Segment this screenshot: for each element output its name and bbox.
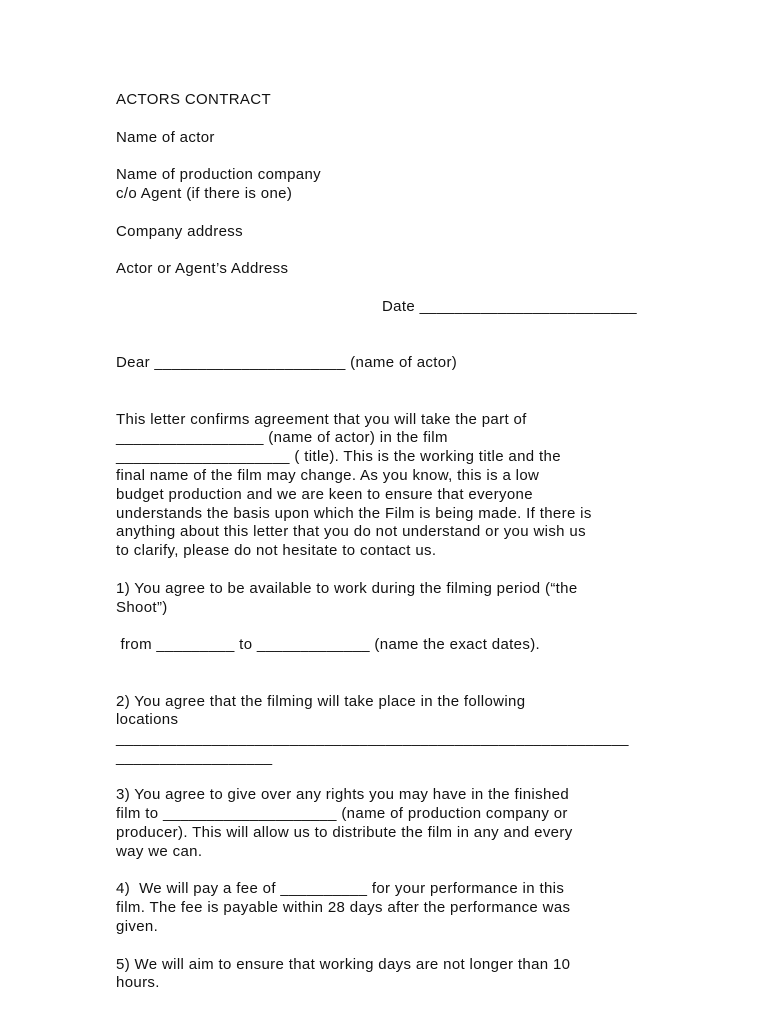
spacer xyxy=(116,204,656,223)
intro-line: understands the basis upon which the Film is being made. If there is xyxy=(116,504,592,522)
actor-address-field: Actor or Agent’s Address xyxy=(116,260,289,278)
clause-4-line: 4) We will pay a fee of __________ for your performance in this xyxy=(116,880,565,898)
clause-4-line: given. xyxy=(116,918,159,936)
clause-3-line: way we can. xyxy=(116,842,203,860)
intro-line: This letter confirms agreement that you will take the part of xyxy=(116,410,527,428)
clause-1-line: Shoot”) xyxy=(116,598,168,616)
spacer xyxy=(116,561,656,580)
clause-2-line: ___________________________________________________________ xyxy=(116,730,629,748)
clause-3-line: producer). This will allow us to distribute the film in any and every xyxy=(116,824,573,842)
document-title: ACTORS CONTRACT xyxy=(116,91,271,108)
name-of-actor-field: Name of actor xyxy=(116,128,215,146)
spacer xyxy=(116,862,656,881)
clause-5-line: hours. xyxy=(116,974,160,992)
spacer xyxy=(116,317,656,336)
spacer xyxy=(116,674,656,693)
spacer xyxy=(116,241,656,260)
agent-field: c/o Agent (if there is one) xyxy=(116,184,293,202)
spacer xyxy=(116,392,656,411)
clause-5-line: 5) We will aim to ensure that working days are not longer than 10 xyxy=(116,955,571,973)
spacer xyxy=(116,147,656,166)
intro-line: _________________ (name of actor) in the film xyxy=(116,429,448,447)
spacer xyxy=(116,335,656,354)
clause-3-line: 3) You agree to give over any rights you may have in the finished xyxy=(116,786,570,804)
intro-line: to clarify, please do not hesitate to contact us. xyxy=(116,542,437,560)
clause-1-line: 1) You agree to be available to work during the filming period (“the xyxy=(116,579,578,597)
clause-2-line: __________________ xyxy=(116,748,273,766)
spacer xyxy=(116,655,656,674)
spacer xyxy=(116,110,656,129)
spacer xyxy=(116,373,656,392)
clause-2-line: locations xyxy=(116,711,179,729)
spacer xyxy=(116,279,656,298)
intro-line: ____________________ ( title). This is the working title and the xyxy=(116,448,561,466)
date-field: Date _________________________ xyxy=(382,297,637,315)
spacer xyxy=(116,937,656,956)
intro-line: anything about this letter that you do not understand or you wish us xyxy=(116,523,586,541)
contract-body xyxy=(116,91,656,993)
production-company-field: Name of production company xyxy=(116,166,322,184)
clause-4-line: film. The fee is payable within 28 days after the performance was xyxy=(116,899,571,917)
intro-line: budget production and we are keen to ensure that everyone xyxy=(116,485,533,503)
clause-1-dates: from _________ to _____________ (name the exact dates). xyxy=(116,636,541,654)
clause-2-line: 2) You agree that the filming will take place in the following xyxy=(116,692,526,710)
clause-3-line: film to ____________________ (name of production company or xyxy=(116,805,568,823)
intro-line: final name of the film may change. As you know, this is a low xyxy=(116,466,540,484)
company-address-field: Company address xyxy=(116,222,243,240)
spacer xyxy=(116,617,656,636)
spacer xyxy=(116,768,656,787)
salutation: Dear ______________________ (name of actor) xyxy=(116,354,458,372)
